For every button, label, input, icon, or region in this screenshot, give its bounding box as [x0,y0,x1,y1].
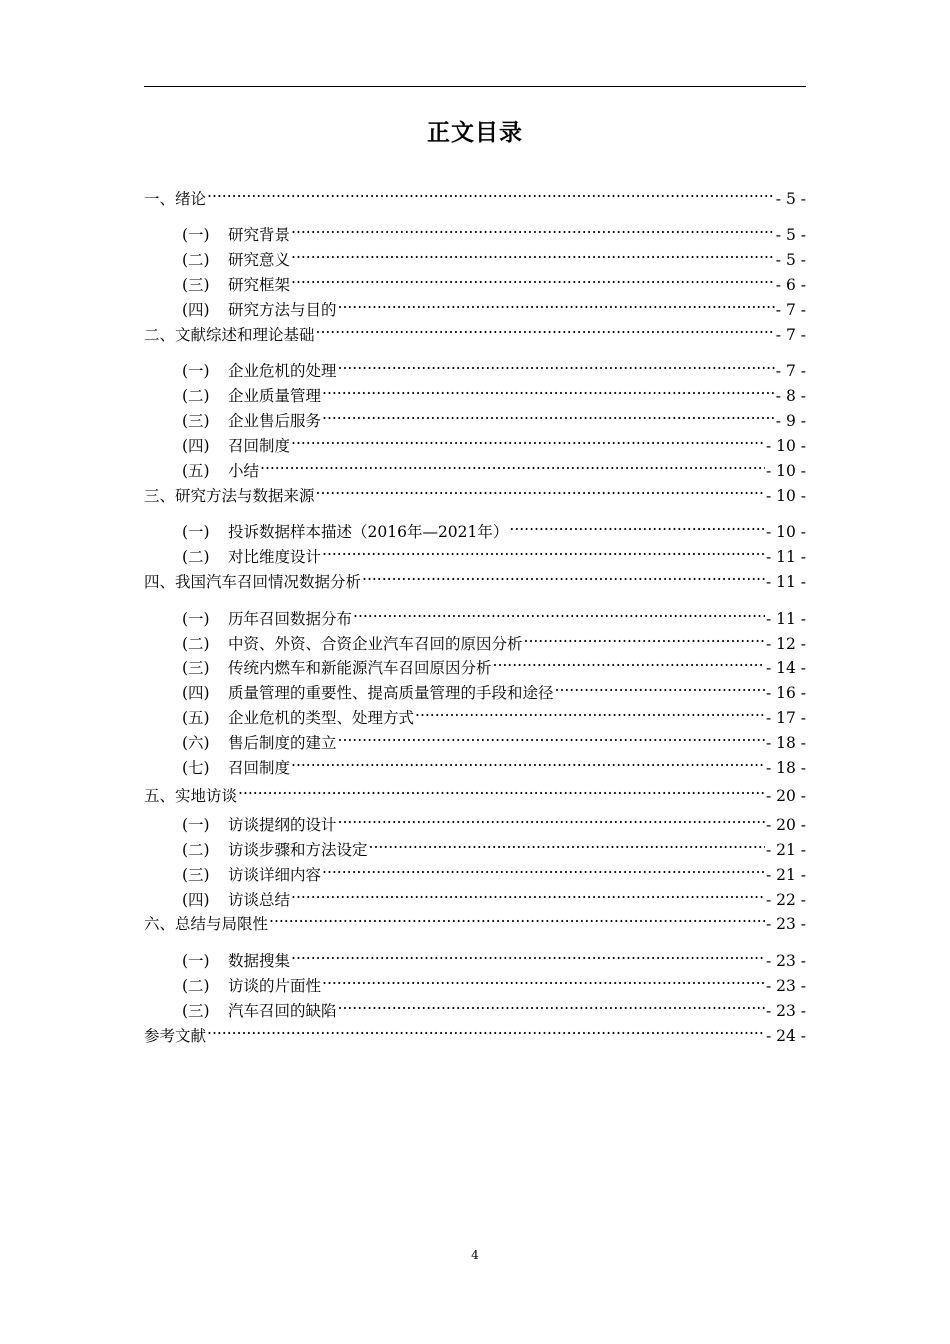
toc-entry-page: - 11 - [765,548,806,566]
toc-entry-label: 三、研究方法与数据来源 [144,487,315,505]
toc-entry-label: 中资、外资、合资企业汽车召回的原因分析 [228,635,523,653]
toc-leader-dots [238,777,765,801]
toc-leader-dots [338,724,765,748]
toc-entry-label: 六、总结与局限性 [144,915,269,933]
toc-entry-label: 四、我国汽车召回情况数据分析 [144,573,362,591]
toc-leader-dots [322,402,775,426]
toc-leader-dots [291,216,775,240]
toc-entry-number: (四) [182,891,210,909]
toc-entry-page: - 10 - [765,523,806,541]
toc-entry-page: - 24 - [765,1027,806,1045]
toc-entry-label: 小结 [228,462,260,480]
toc-entry-page: - 6 - [775,276,806,294]
toc-entry[interactable] [182,600,806,628]
toc-entry-label: 研究背景 [228,226,291,244]
toc-entry-page: - 10 - [765,437,806,455]
toc-entry-page: - 23 - [765,915,806,933]
toc-entry-number: (一) [182,362,210,380]
toc-entry-label: 对比维度设计 [228,548,322,566]
toc-entry[interactable] [144,477,806,505]
toc-entry[interactable] [182,992,806,1020]
toc-entry[interactable] [182,856,806,884]
toc-entry-number: (二) [182,841,210,859]
toc-entry[interactable] [144,563,806,591]
toc-entry[interactable] [182,402,806,430]
toc-entry[interactable] [182,749,806,777]
toc-entry-page: - 7 - [775,326,806,344]
toc-entry[interactable] [144,777,806,805]
toc-entry[interactable] [182,352,806,380]
toc-entry-page: - 10 - [765,487,806,505]
toc-entry-number: (一) [182,226,210,244]
toc-entry-page: - 23 - [765,977,806,995]
toc-entry-number: (七) [182,759,210,777]
toc-leader-dots [291,942,765,966]
toc-leader-dots [524,625,765,649]
toc-entry[interactable] [182,452,806,480]
toc-entry[interactable] [182,427,806,455]
toc-entry-number: (三) [182,1002,210,1020]
toc-entry-page: - 8 - [775,387,806,405]
toc-entry-number: (四) [182,684,210,702]
toc-leader-dots [291,241,775,265]
toc-leader-dots [207,1017,765,1041]
toc-entry-page: - 18 - [765,759,806,777]
toc-entry[interactable] [182,216,806,244]
toc-entry-number: (三) [182,412,210,430]
toc-entry-number: (五) [182,462,210,480]
toc-entry-number: (一) [182,816,210,834]
toc-entry-label: 参考文献 [144,1027,207,1045]
toc-entry-page: - 9 - [775,412,806,430]
toc-entry[interactable] [182,538,806,566]
page-title: 正文目录 [427,120,523,146]
toc-entry-number: (二) [182,977,210,995]
toc-entry-page: - 5 - [775,226,806,244]
toc-entry-label: 访谈的片面性 [228,977,322,995]
header-rule [144,86,806,87]
toc-leader-dots [291,266,775,290]
toc-entry[interactable] [182,241,806,269]
toc-entry-label: 访谈总结 [228,891,291,909]
toc-entry-page: - 23 - [765,952,806,970]
toc-entry[interactable] [182,724,806,752]
toc-entry-page: - 20 - [765,787,806,805]
toc-entry-label: 企业售后服务 [228,412,322,430]
toc-entry-page: - 21 - [765,866,806,884]
toc-entry-label: 访谈步骤和方法设定 [228,841,368,859]
toc-entry-label: 研究框架 [228,276,291,294]
toc-leader-dots [269,905,765,929]
toc-entry[interactable] [182,625,806,653]
toc-entry-page: - 20 - [765,816,806,834]
toc-entry-page: - 7 - [775,301,806,319]
toc-entry[interactable] [182,806,806,834]
toc-entry-label: 企业危机的类型、处理方式 [228,709,415,727]
toc-entry-page: - 11 - [765,573,806,591]
toc-leader-dots [260,452,765,476]
toc-entry-label: 售后制度的建立 [228,734,337,752]
toc-entry-label: 投诉数据样本描述（2016年—2021年） [228,523,509,541]
toc-leader-dots [322,856,765,880]
toc-entry-number: (五) [182,709,210,727]
toc-entry-number: (二) [182,635,210,653]
toc-entry[interactable] [144,316,806,344]
toc-entry-label: 访谈提纲的设计 [228,816,337,834]
toc-entry-label: 访谈详细内容 [228,866,322,884]
toc-entry-label: 数据搜集 [228,952,291,970]
page-number: 4 [471,1248,479,1262]
toc-leader-dots [493,649,765,673]
toc-entry[interactable] [182,942,806,970]
toc-entry-label: 召回制度 [228,437,291,455]
toc-entry[interactable] [182,967,806,995]
toc-entry-page: - 12 - [765,635,806,653]
toc-entry[interactable] [144,1017,806,1045]
toc-leader-dots [338,291,775,315]
toc-entry-number: (四) [182,301,210,319]
toc-entry-label: 企业危机的处理 [228,362,337,380]
toc-leader-dots [291,881,765,905]
toc-leader-dots [338,806,765,830]
toc-entry-label: 汽车召回的缺陷 [228,1002,337,1020]
toc-entry-page: - 18 - [765,734,806,752]
toc-entry[interactable] [182,377,806,405]
toc-leader-dots [338,352,775,376]
toc-entry-page: - 11 - [765,610,806,628]
toc-entry-page: - 22 - [765,891,806,909]
toc-leader-dots [362,563,765,587]
toc-entry[interactable] [182,291,806,319]
toc-leader-dots [369,831,765,855]
toc-entry[interactable] [182,881,806,909]
toc-entry[interactable] [182,831,806,859]
toc-leader-dots [291,749,765,773]
toc-leader-dots [338,992,765,1016]
toc-entry[interactable] [144,180,806,208]
toc-entry-page: - 14 - [765,659,806,677]
toc-entry-label: 质量管理的重要性、提高质量管理的手段和途径 [228,684,554,702]
toc-entry[interactable] [182,513,806,541]
toc-entry-number: (一) [182,952,210,970]
toc-entry-number: (三) [182,866,210,884]
toc-entry-label: 历年召回数据分布 [228,610,353,628]
toc-entry-page: - 16 - [765,684,806,702]
toc-leader-dots [316,477,765,501]
toc-entry-label: 一、绪论 [144,190,207,208]
toc-entry-page: - 10 - [765,462,806,480]
toc-entry-label: 二、文献综述和理论基础 [144,326,315,344]
toc-leader-dots [555,674,765,698]
toc-entry-number: (二) [182,251,210,269]
toc-entry-label: 研究方法与目的 [228,301,337,319]
toc-entry-label: 召回制度 [228,759,291,777]
toc-leader-dots [353,600,765,624]
toc-entry-label: 传统内燃车和新能源汽车召回原因分析 [228,659,492,677]
toc-entry-label: 研究意义 [228,251,291,269]
toc-entry-label: 五、实地访谈 [144,787,238,805]
toc-leader-dots [322,377,775,401]
toc-leader-dots [322,538,765,562]
toc-entry-page: - 23 - [765,1002,806,1020]
toc-leader-dots [316,316,775,340]
toc-entry-number: (一) [182,523,210,541]
toc-leader-dots [207,180,775,204]
toc-entry-page: - 5 - [775,251,806,269]
toc-entry[interactable] [144,905,806,933]
toc-entry-number: (一) [182,610,210,628]
toc-entry-page: - 21 - [765,841,806,859]
toc-entry-number: (三) [182,659,210,677]
toc-entry[interactable] [182,699,806,727]
toc-entry-number: (三) [182,276,210,294]
toc-entry[interactable] [182,266,806,294]
toc-leader-dots [415,699,765,723]
toc-entry-number: (六) [182,734,210,752]
toc-leader-dots [509,513,765,537]
toc-entry[interactable] [182,649,806,677]
toc-entry-page: - 7 - [775,362,806,380]
toc-leader-dots [291,427,765,451]
toc-entry-number: (二) [182,387,210,405]
toc-entry-page: - 17 - [765,709,806,727]
toc-entry[interactable] [182,674,806,702]
toc-entry-label: 企业质量管理 [228,387,322,405]
toc-entry-page: - 5 - [775,190,806,208]
toc-leader-dots [322,967,765,991]
toc-entry-number: (四) [182,437,210,455]
toc-entry-number: (二) [182,548,210,566]
